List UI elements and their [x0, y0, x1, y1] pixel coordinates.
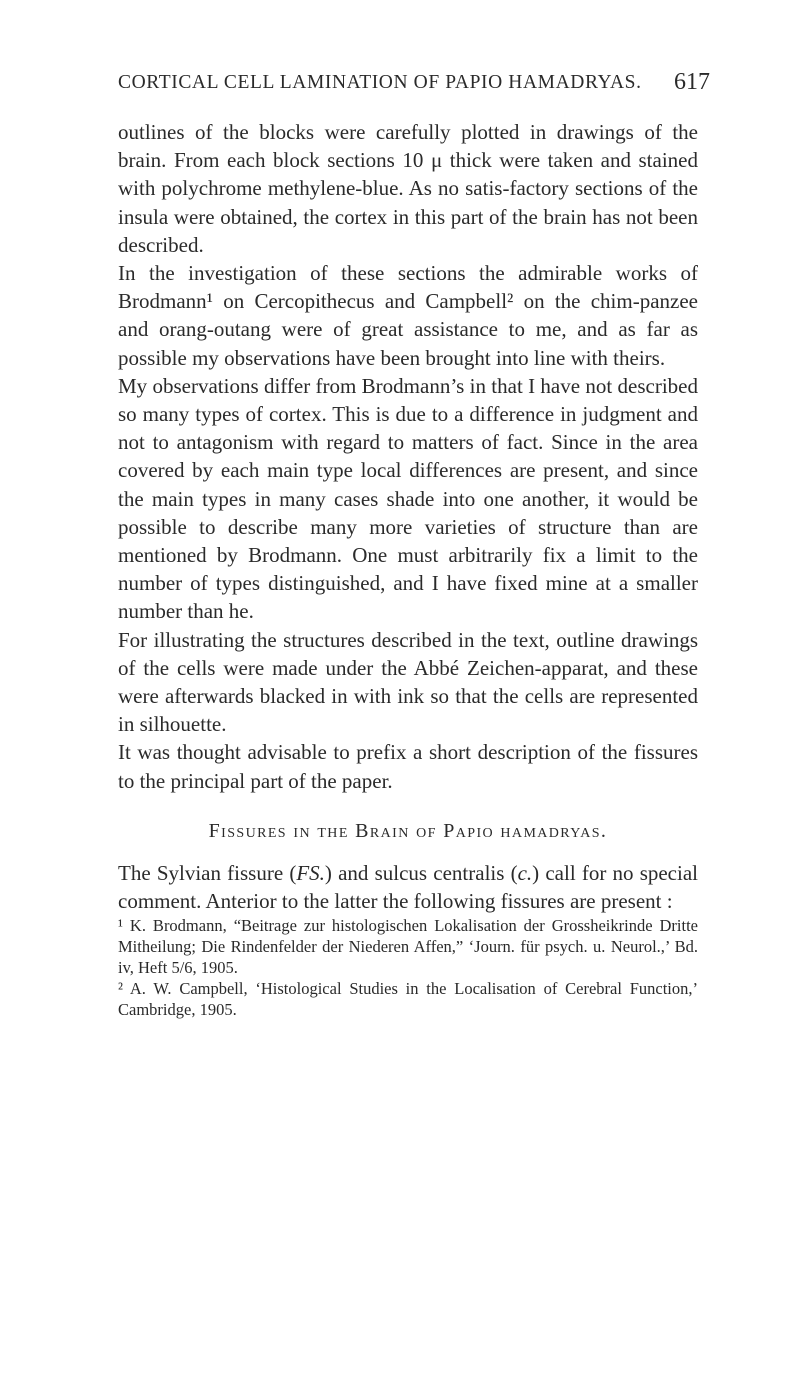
paragraph: In the investigation of these sections the admirable works of Brodmann¹ on Cercopithecus and Campbell² on the chim-panzee and orang-outang were of great assistance to me, and as far as possible my observations have been brought into line with theirs. [118, 261, 698, 370]
abbrev-c: c. [517, 861, 533, 886]
page-number: 617 [674, 69, 710, 95]
text-span: The Sylvian fissure ( [118, 861, 297, 886]
paragraph: outlines of the blocks were carefully plotted in drawings of the brain. From each block sections 10 μ thick were taken and stained with polychrome methylene-blue. As no satis-factory sections of the insula were obtained, the cortex in this part of the brain has not been described. [118, 120, 698, 257]
text-span: ) call for no special comment. Anterior to the latter the following fissures are present : [118, 861, 698, 914]
footnote: ² A. W. Campbell, ‘Histological Studies in the Localisation of Cerebral Function,’ Cambridge, 1905. [118, 979, 698, 1020]
footnote: ¹ K. Brodmann, “Beitrage zur histologischen Lokalisation der Grossheikrinde Dritte Mitheilung; Die Rindenfelder der Niederen Affen,” ‘Journ. für psych. u. Neurol.,’ Bd. iv, Heft 5/6, 1905. [118, 916, 698, 978]
abbrev-fs: FS. [296, 861, 325, 886]
running-head-title: CORTICAL CELL LAMINATION OF PAPIO HAMADRYAS. [118, 72, 642, 93]
paragraph: For illustrating the structures described in the text, outline drawings of the cells were made under the Abbé Zeichen-apparat, and these were afterwards blacked in with ink so that the cells are represented in silhouette. [118, 627, 698, 737]
body-text [118, 118, 698, 1020]
paragraph: My observations differ from Brodmann’s in that I have not described so many types of cortex. This is due to a difference in judgment and not to antagonism with regard to matters of fact. Since in the area covered by each main type local differences are present, and since the main types in many cases shade into one another, it would be possible to describe many more varieties of structure than are mentioned by Brodmann. One must arbitrarily fix a limit to the number of types distinguished, and I have fixed mine at a smaller number than he. [118, 373, 698, 624]
footnotes [118, 915, 698, 1020]
text-span: ) and sulcus centralis ( [324, 861, 518, 886]
section-heading: Fissures in the Brain of Papio hamadryas. [208, 819, 608, 842]
paragraph: It was thought advisable to prefix a short description of the fissures to the principal part of the paper. [118, 740, 698, 793]
running-head [118, 69, 710, 95]
section-paragraph [118, 859, 698, 915]
